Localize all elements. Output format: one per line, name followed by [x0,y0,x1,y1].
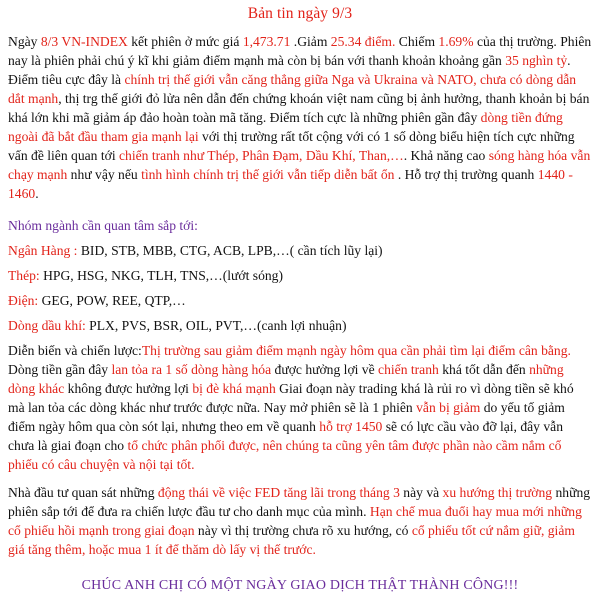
negative-point-highlight: chính trị thế giới vẫn căng thẳng giữa Nga và Ukraina và NATO, chưa có dòng dẫn dắt mạnh [8,72,577,106]
strategy-paragraph [8,341,592,474]
index-drop-highlight: 25.34 điểm. [330,34,396,49]
text: , thị trg thế giới đỏ lửa nên dẫn đến chứng khoán việt nam cũng bị ảnh hưởng, thanh khoản bị bán khá lớn khi mã giảm áp đảo hoàn toàn mã tăng. Điểm tích cực là những phiên gần đây [8,91,590,125]
commodity-wave-highlight: sóng hàng hóa vẫn chạy mạnh [8,148,591,182]
politics-highlight: tình hình chính trị thế giới vẫn tiếp diễn bất ổn [141,167,395,182]
index-price-highlight: 1,473.71 [242,34,291,49]
text: như vậy nếu [67,167,142,182]
text: .Giảm [290,34,331,49]
sector-row-steel [8,266,592,285]
sector-groups-heading: Nhóm ngành cần quan tâm sắp tới: [8,218,198,233]
text: sẽ có lực cầu vào đỡ lại, đây vẫn chưa là giai đoạn cho [8,419,563,453]
text: Chiếm [395,34,439,49]
support-range-highlight: 1440 - 1460 [8,167,573,201]
percent-highlight: 1.69% [438,34,474,49]
text: này vì thị trường chưa rõ xu hướng, có [194,523,412,538]
pressure-highlight: bị đè khá mạnh [192,381,276,396]
money-flow-highlight: lan tỏa ra 1 số dòng hàng hóa [111,362,272,377]
trend-highlight: xu hướng thị trường [442,485,553,500]
text: Giai đoạn này trading khá là rủi ro vì dòng tiền sẽ khó mà lan tỏa các dòng khác như trước được nữa. Nay mở phiên sẽ là 1 phiên [8,381,574,415]
market-summary-paragraph [8,32,592,203]
strategy-label: Diễn biến và chiến lược: [8,343,142,358]
war-highlight: chiến tranh [378,362,439,377]
text: do yếu tố giảm điểm ngày hôm qua còn sót lại, nhưng theo em về quanh [8,400,565,434]
sector-row-oil-gas [8,316,592,335]
text: những phiên sắp tới để đưa ra chiến lược đầu tư cho danh mục của mình. [8,485,591,519]
limit-chasing-highlight: Hạn chế mua đuổi hay mua mới những cổ phiếu hồi mạnh trong giai đoạn [8,504,582,538]
text: . Hỗ trợ thị trường quanh [394,167,538,182]
index-name-highlight: VN-INDEX [61,34,128,49]
text: được hưởng lợi về [271,362,379,377]
closing-greeting: CHÚC ANH CHỊ CÓ MỘT NGÀY GIAO DỊCH THẬT THÀNH CÔNG!!! [81,578,519,593]
sector-label: Thép: [8,268,40,283]
text: của thị trường. Phiên nay là phiên phải chú ý kĩ khi giảm điểm mạnh mà còn bị bán với thanh khoản khoảng gần [8,34,592,68]
text: Nhà đầu tư quan sát những [8,485,158,500]
sector-tickers: HPG, HSG, NKG, TLH, TNS,…(lướt sóng) [39,268,283,283]
sector-row-power [8,291,592,310]
text: kết phiên ở mức giá [127,34,243,49]
sector-label: Điện: [8,293,39,308]
still-down-highlight: vẫn bị giảm [416,400,481,415]
sector-tickers: BID, STB, MBB, CTG, ACB, LPB,…( cần tích lũy lại) [77,243,383,258]
other-sectors-highlight: những dòng khác [8,362,564,396]
liquidity-highlight: 35 nghìn tỷ [505,53,568,68]
sector-row-banks [8,241,592,260]
positive-point-highlight: dòng tiền đứng ngoài đã bắt đầu tham gia mạnh lại [8,110,563,144]
date-highlight: 8/3 [40,34,59,49]
page-title: Bản tin ngày 9/3 [247,5,353,22]
balance-highlight: Thị trường sau giảm điểm mạnh ngày hôm qua cần phải tìm lại điểm cân bằng. [141,343,571,358]
text: . Điểm tiêu cực đây là [8,53,571,87]
text: . Khả năng cao [403,148,489,163]
sector-tickers: GEG, POW, REE, QTP,… [38,293,186,308]
text: khá tốt dẫn đến [438,362,530,377]
text: này và [399,485,443,500]
text: . [35,186,39,201]
war-sectors-highlight: chiến tranh như Thép, Phân Đạm, Dầu Khí, Than,… [119,148,404,163]
hold-stocks-highlight: cổ phiếu tốt cứ nắm giữ, giảm giá tăng thêm, hoặc mua 1 ít để thăm dò lấy vị thế trước. [8,523,575,557]
text: với thị trường rất tốt cộng với có 1 số dòng biểu hiện tích cực những vấn đề liên quan tới [8,129,575,163]
text: không được hưởng lợi [64,381,193,396]
sector-tickers: PLX, PVS, BSR, OIL, PVT,…(canh lợi nhuận) [85,318,347,333]
fed-highlight: động thái về việc FED tăng lãi trong tháng 3 [157,485,400,500]
text: Ngày [8,34,41,49]
advice-paragraph [8,483,592,559]
sector-label: Ngân Hàng : [8,243,78,258]
support-1450-highlight: hỗ trợ 1450 [319,419,383,434]
text: Dòng tiền gần đây [8,362,112,377]
distribution-highlight: tổ chức phân phối được, nên chúng ta cũng yên tâm được phần nào cầm nắm cổ phiếu có câu chuyện và nội tại tốt. [8,438,562,472]
sector-label: Dòng dầu khí: [8,318,86,333]
